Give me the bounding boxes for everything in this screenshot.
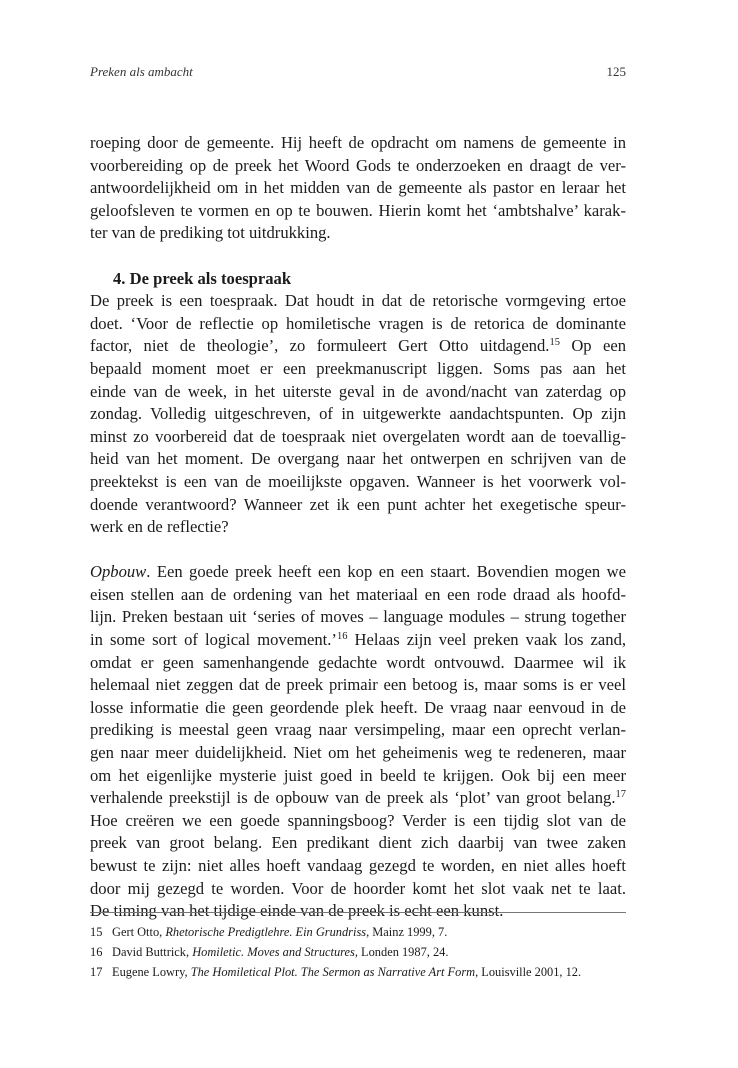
text-line: doende verantwoord? Wanneer zet ik een punt achter het exegetische speur- bbox=[90, 494, 626, 514]
text-line: gen naar meer duidelijkheid. Niet om het geheimenis weg te redeneren, maar bbox=[90, 743, 626, 763]
text-line: door mij gezegd te worden. Voor de hoorder komt het slot vaak net te laat. bbox=[90, 878, 626, 898]
text-line: preektekst is een van de moeilijkste opgaven. Wanneer is het voorwerk vol- bbox=[90, 471, 626, 491]
text-line: roeping door de gemeente. Hij heeft de opdracht om namens de gemeente in bbox=[90, 133, 626, 152]
text-line: helemaal niet zeggen dat de preek primair een betoog is, maar soms is er veel bbox=[90, 675, 626, 695]
footnote: 17 Eugene Lowry, The Homiletical Plot. The Sermon as Narrative Art Form, Louisville 2001, 12. bbox=[90, 962, 626, 982]
text-line: bepaald moment moet er een preekmanuscript liggen. Soms pas aan het bbox=[90, 358, 626, 378]
running-title: Preken als ambacht bbox=[90, 64, 193, 79]
footnote-number: 17 bbox=[90, 965, 103, 979]
text-line: verhalende preekstijl is de opbouw van de preek als ‘plot’ van groot belang.$^{17}$ bbox=[90, 788, 626, 808]
text-line: einde van de week, in het uiterste geval in de avond/nacht van zaterdag op bbox=[90, 381, 626, 401]
italic-lead: Opbouw bbox=[90, 562, 147, 582]
footnote-ref[interactable]: 17 bbox=[615, 789, 626, 801]
footnote: 16 David Buttrick, Homiletic. Moves and Structures, Londen 1987, 24. bbox=[90, 942, 626, 962]
footnote-ref[interactable]: 15 bbox=[549, 337, 560, 349]
footnote-number: 16 bbox=[90, 945, 103, 959]
text-line: eisen stellen aan de ordening van het materiaal en een rode draad als hoofd- bbox=[90, 584, 626, 604]
text-line: in some sort of logical movement.’$^{16}$ Helaas zijn veel preken vaak los zand, bbox=[90, 630, 627, 650]
text-line: minst zo voorbereid dat de toespraak niet overgelaten wordt aan de toevallig- bbox=[90, 426, 626, 446]
text-line: werk en de reflectie? bbox=[90, 517, 229, 537]
footnote-ref[interactable]: 16 bbox=[336, 631, 348, 643]
text-line: losse informatie die geen geordende plek heeft. De vraag naar eenvoud in de bbox=[90, 697, 626, 717]
text-line: lijn. Preken bestaan uit ‘series of moves – language modules – strung together bbox=[90, 607, 626, 627]
text-line: preek van groot belang. Een predikant dient zich daarbij van twee zaken bbox=[90, 833, 626, 853]
text-line: Hoe creëren we een goede spanningsboog? Verder is een tijdig slot van de bbox=[90, 810, 626, 830]
text-line: De preek is een toespraak. Dat houdt in dat de retorische vormgeving ertoe bbox=[90, 291, 626, 311]
footnote-number: 15 bbox=[90, 925, 103, 939]
text-line: antwoordelijkheid om in het midden van de gemeente als pastor en leraar het bbox=[90, 178, 626, 198]
page-number: 125 bbox=[606, 64, 626, 79]
text-line: om het eigenlijke mysterie juist goed in beeld te krijgen. Ook bij een meer bbox=[90, 765, 626, 785]
text-line: zondag. Volledig uitgeschreven, of in uitgewerkte aandachtspunten. Op zijn bbox=[90, 404, 626, 424]
section-heading: 4. De preek als toespraak bbox=[113, 268, 292, 288]
text-line: doet. ‘Voor de reflectie op homiletische vragen is de retorica de dominante bbox=[90, 313, 626, 333]
text-line: De timing van het tijdige einde van de preek is echt een kunst. bbox=[90, 901, 504, 921]
body-text bbox=[90, 132, 626, 923]
text-line: voorbereiding op de preek het Woord Gods te onderzoeken en draagt de ver- bbox=[90, 155, 626, 175]
text-line: Opbouw. Een goede preek heeft een kop en een staart. Bovendien mogen we bbox=[90, 562, 626, 582]
text-line: bewust te zijn: niet alles hoeft vandaag gezegd te worden, en niet alles hoeft bbox=[90, 856, 626, 875]
text-line: omdat er geen samenhangende gedachte wordt ontvouwd. Daarmee wil ik bbox=[90, 652, 626, 672]
text-line: geloofsleven te vormen en op te bouwen. Hierin komt het ‘ambtshalve’ karak- bbox=[90, 200, 626, 220]
text-line: ter van de prediking tot uitdrukking. bbox=[90, 223, 331, 243]
text-line: prediking is meestal geen vraag naar versimpeling, maar een oprecht verlan- bbox=[90, 720, 626, 740]
footnote-divider bbox=[90, 912, 626, 913]
footnote: 15 Gert Otto, Rhetorische Predigtlehre. Ein Grundriss, Mainz 1999, 7. bbox=[90, 922, 626, 942]
text-line: factor, niet de theologie’, zo formuleert Gert Otto uitdagend.$^{15}$ Op een bbox=[90, 336, 627, 356]
text-line: heid van het moment. De overgang naar het ontwerpen en schrijven van de bbox=[90, 449, 626, 469]
footnotes bbox=[90, 922, 626, 982]
